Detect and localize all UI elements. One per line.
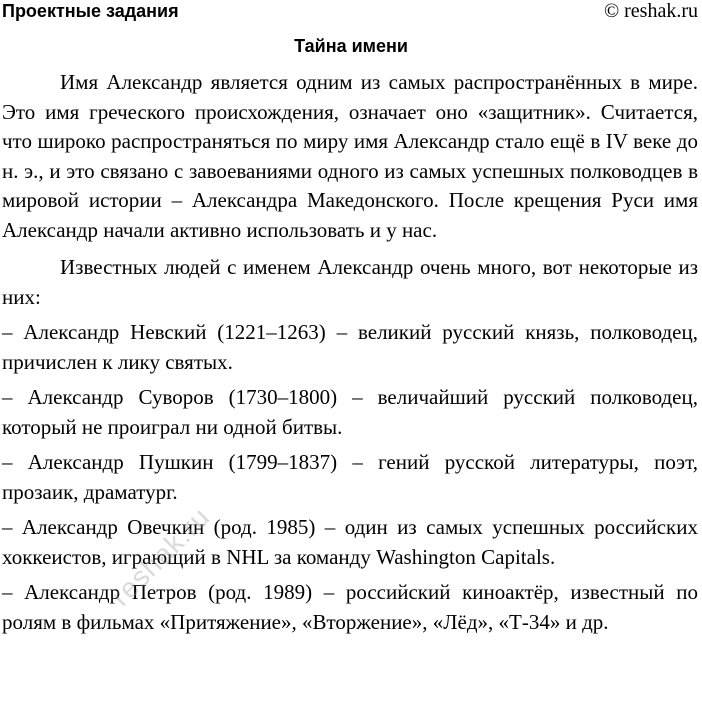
section-title: Проектные задания [2,1,179,21]
document-title: Тайна имени [294,36,408,56]
list-item-petrov: – Александр Петров (род. 1989) – российский киноактёр, известный по ролям в фильмах «Притяжение», «Вторжение», «Лёд», «Т-34» и др. [2,580,698,634]
page-header [0,0,702,26]
intro-paragraph: Имя Александр является одним из самых распространённых в мире. Это имя греческого происхождения, означает оно «защитник». Считается, что широко распространяться по миру имя Александр стало ещё в IV веке до н. э., и это связано с завоеваниями одного из самых успешных полководцев в мировой истории – Александра Македонского. После крещения Руси имя Александр начали активно использовать и у нас. [2,70,698,242]
list-intro-paragraph: Известных людей с именем Александр очень много, вот некоторые из них: [2,255,698,309]
document-body [2,68,698,637]
list-item-suvorov: – Александр Суворов (1730–1800) – величайший русский полководец, который не проиграл ни одной битвы. [2,385,698,439]
copyright-notice: © reshak.ru [603,0,698,22]
list-item-pushkin: – Александр Пушкин (1799–1837) – гений русской литературы, поэт, прозаик, драматург. [2,450,698,504]
watermark: reshak.ru [105,501,216,612]
list-item-ovechkin: – Александр Овечкин (род. 1985) – один из самых успешных российских хоккеистов, играющий в NHL за команду Washington Capitals. [2,515,698,569]
list-item-nevsky: – Александр Невский (1221–1263) – великий русский князь, полководец, причислен к лику святых. [2,320,698,374]
